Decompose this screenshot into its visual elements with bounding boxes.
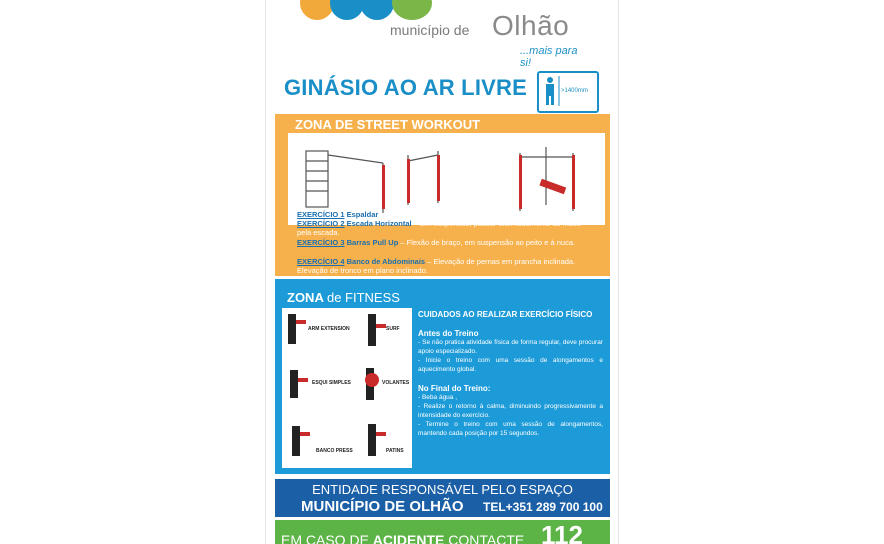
equipment-label-patins: PATINS xyxy=(386,448,404,454)
logo-orange-swirl xyxy=(300,0,334,20)
logo-blue-swirl-2 xyxy=(360,0,394,20)
after-training-item-3: - Termine o treino com uma sessão de alongamentos, mantendo cada posição por 15 segundos. xyxy=(418,421,603,437)
exercise-4 xyxy=(297,257,597,275)
logo-olhao-text: Olhão xyxy=(492,10,570,41)
exercise-4-number: EXERCÍCIO 4 xyxy=(297,257,345,266)
exercise-1 xyxy=(297,210,597,219)
street-workout-zone xyxy=(275,114,610,276)
fitness-zone xyxy=(275,279,610,474)
exercise-2-name: Escada Horizontal xyxy=(346,219,412,228)
emergency-number: 112 xyxy=(541,520,583,544)
exercise-2-number: EXERCÍCIO 2 xyxy=(297,219,345,228)
exercise-3-desc: – Flexão de braço, em suspensão ao peito e à nuca. xyxy=(398,238,576,247)
exercise-1-name: Espaldar xyxy=(346,210,379,219)
height-requirement-badge xyxy=(537,71,599,113)
responsible-entity-phone: TEL+351 289 700 100 xyxy=(483,500,603,514)
equipment-label-surf: SURF xyxy=(386,326,400,332)
exercise-3-number: EXERCÍCIO 3 xyxy=(297,238,345,247)
exercise-2 xyxy=(297,219,597,237)
responsible-entity-label: ENTIDADE RESPONSÁVEL PELO ESPAÇO xyxy=(312,482,573,497)
fitness-equipment-illustration xyxy=(282,308,412,468)
exercise-4-name: Banco de Abdominais xyxy=(346,257,426,266)
logo-tagline: ...mais para si! xyxy=(520,45,578,69)
emergency-text xyxy=(281,532,524,544)
exercise-2-desc: – Em suspensão, passar alternadamente as mãos pela escada. xyxy=(297,219,581,237)
emergency-text-a: EM CASO DE xyxy=(281,532,373,544)
emergency-text-c: CONTACTE xyxy=(444,532,525,544)
after-training-item-1: - Beba água , xyxy=(418,394,458,401)
fitness-zone-title xyxy=(287,290,400,305)
street-workout-title: ZONA DE STREET WORKOUT xyxy=(295,117,481,132)
equipment-label-arm-extension: ARM EXTENSION xyxy=(308,326,350,332)
exercise-care-instructions xyxy=(418,310,603,438)
before-training-item-2: - Inicie o treino com uma sessão de alongamentos e aquecimento global. xyxy=(418,357,603,373)
exercise-3 xyxy=(297,238,597,247)
before-training-title: Antes do Treino xyxy=(418,329,479,338)
after-training-item-2: - Realize o retorno à calma, diminuindo progressivamente a intensidade do exercício. xyxy=(418,403,603,419)
emergency-text-b: ACIDENTE xyxy=(372,532,445,544)
outdoor-gym-sign xyxy=(265,0,619,544)
equipment-label-banco-press: BANCO PRESS xyxy=(316,448,353,454)
equipment-label-esqui-simples: ESQUI SIMPLES xyxy=(312,380,351,386)
exercise-4-desc: – Elevação de pernas em prancha inclinada. Elevação de tronco em plano inclinado. xyxy=(297,257,576,275)
fitness-title-b: de FITNESS xyxy=(326,290,400,305)
height-label: >1400mm xyxy=(561,88,588,94)
logo-blue-swirl xyxy=(330,0,364,20)
exercise-1-desc: – Alongamento completo. xyxy=(378,210,466,219)
fitness-title-a: ZONA xyxy=(287,290,327,305)
logo-green-swirl xyxy=(392,0,432,20)
person-icon xyxy=(543,76,557,106)
equipment-label-volantes: VOLANTES xyxy=(382,380,410,386)
after-training-title: No Final do Treino: xyxy=(418,384,491,393)
before-training-item-1: - Se não pratica atividade física de forma regular, deve procurar apoio especializado. xyxy=(418,339,603,355)
responsible-entity-name: MUNICÍPIO DE OLHÃO xyxy=(301,498,464,515)
exercise-3-name: Barras Pull Up xyxy=(346,238,399,247)
municipality-logo xyxy=(300,0,590,69)
logo-municipio-text: município de xyxy=(390,22,470,38)
page-title: GINÁSIO AO AR LIVRE xyxy=(284,75,527,100)
responsible-entity-banner xyxy=(275,479,610,517)
fitness-equipment-drawing xyxy=(282,308,412,468)
exercise-1-number: EXERCÍCIO 1 xyxy=(297,210,345,219)
emergency-banner xyxy=(275,520,610,544)
care-title: CUIDADOS AO REALIZAR EXERCÍCIO FÍSICO xyxy=(418,310,593,319)
